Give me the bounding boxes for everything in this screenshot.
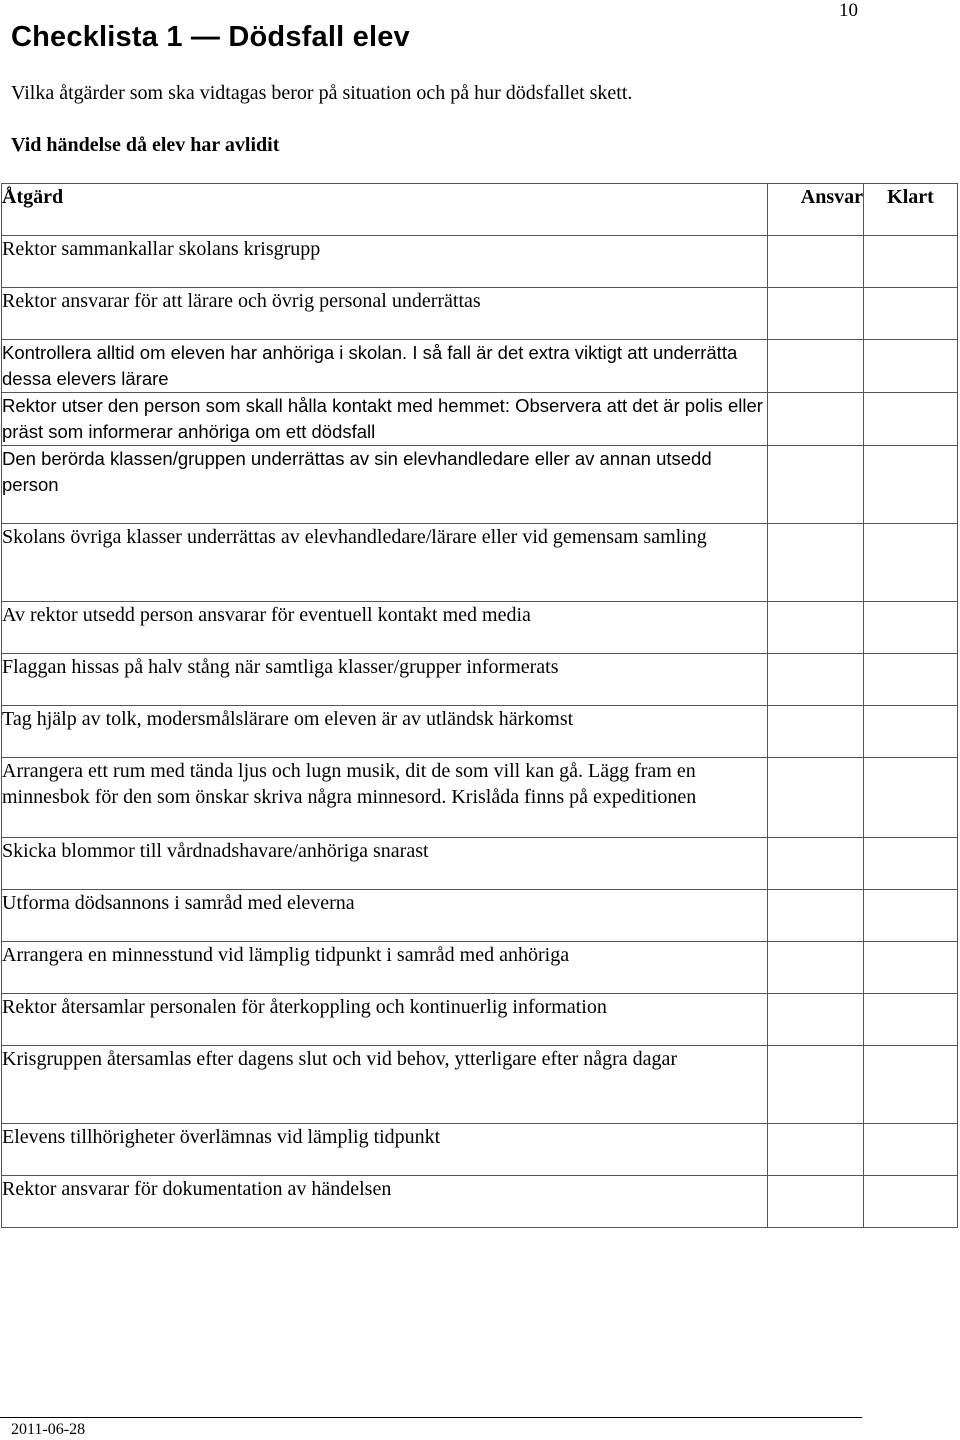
done-cell[interactable] xyxy=(864,706,958,758)
table-row xyxy=(2,890,958,942)
done-cell[interactable] xyxy=(864,942,958,994)
table-row xyxy=(2,236,958,288)
responsible-cell[interactable] xyxy=(768,1124,864,1176)
action-text: Kontrollera alltid om eleven har anhöriga i skolan. I så fall är det extra viktigt att underrätta dessa elevers lärare xyxy=(2,342,738,389)
action-text: Tag hjälp av tolk, modersmålslärare om eleven är av utländsk härkomst xyxy=(2,708,574,730)
responsible-cell[interactable] xyxy=(768,1176,864,1228)
action-text: Elevens tillhörigheter överlämnas vid lämplig tidpunkt xyxy=(2,1126,441,1148)
action-cell xyxy=(2,838,768,890)
action-text: Den berörda klassen/gruppen underrättas av sin elevhandledare eller av annan utsedd person xyxy=(2,448,712,495)
responsible-cell[interactable] xyxy=(768,838,864,890)
done-cell[interactable] xyxy=(864,1046,958,1124)
table-row xyxy=(2,602,958,654)
action-cell xyxy=(2,1124,768,1176)
action-text: Flaggan hissas på halv stång när samtliga klasser/grupper informerats xyxy=(2,656,559,678)
done-cell[interactable] xyxy=(864,393,958,446)
action-text: Rektor ansvarar för dokumentation av händelsen xyxy=(2,1178,392,1200)
table-row xyxy=(2,706,958,758)
action-text: Skicka blommor till vårdnadshavare/anhöriga snarast xyxy=(2,840,429,862)
action-cell xyxy=(2,393,768,446)
table-row xyxy=(2,1124,958,1176)
responsible-cell[interactable] xyxy=(768,602,864,654)
header-done: Klart xyxy=(864,184,958,236)
done-cell[interactable] xyxy=(864,288,958,340)
responsible-cell[interactable] xyxy=(768,524,864,602)
table-row xyxy=(2,446,958,524)
action-cell xyxy=(2,524,768,602)
action-cell xyxy=(2,890,768,942)
action-cell xyxy=(2,288,768,340)
action-cell xyxy=(2,340,768,393)
checklist-table xyxy=(1,183,958,1228)
done-cell[interactable] xyxy=(864,524,958,602)
done-cell[interactable] xyxy=(864,758,958,838)
action-cell xyxy=(2,236,768,288)
responsible-cell[interactable] xyxy=(768,994,864,1046)
done-cell[interactable] xyxy=(864,654,958,706)
page-title: Checklista 1 — Dödsfall elev xyxy=(11,21,410,53)
responsible-cell[interactable] xyxy=(768,393,864,446)
action-text: Krisgruppen återsamlas efter dagens slut och vid behov, ytterligare efter några dagar xyxy=(2,1048,678,1070)
table-row xyxy=(2,994,958,1046)
action-text: Rektor utser den person som skall hålla kontakt med hemmet: Observera att det är polis eller präst som informerar anhöriga om ett dödsfall xyxy=(2,395,763,442)
action-text: Rektor sammankallar skolans krisgrupp xyxy=(2,238,321,260)
action-cell xyxy=(2,602,768,654)
done-cell[interactable] xyxy=(864,340,958,393)
action-text: Av rektor utsedd person ansvarar för eventuell kontakt med media xyxy=(2,604,531,626)
action-cell xyxy=(2,1046,768,1124)
action-text: Rektor ansvarar för att lärare och övrig personal underrättas xyxy=(2,290,481,312)
done-cell[interactable] xyxy=(864,890,958,942)
table-row xyxy=(2,758,958,838)
action-cell xyxy=(2,994,768,1046)
table-row xyxy=(2,1046,958,1124)
done-cell[interactable] xyxy=(864,602,958,654)
table-row xyxy=(2,838,958,890)
action-text: Utforma dödsannons i samråd med eleverna xyxy=(2,892,355,914)
action-cell xyxy=(2,706,768,758)
action-text: Arrangera ett rum med tända ljus och lugn musik, dit de som vill kan gå. Lägg fram en minnesbok för den som önskar skriva några minnesord. Krislåda finns på expeditionen xyxy=(2,760,697,808)
action-cell xyxy=(2,1176,768,1228)
done-cell[interactable] xyxy=(864,994,958,1046)
table-row xyxy=(2,288,958,340)
action-text: Skolans övriga klasser underrättas av elevhandledare/lärare eller vid gemensam samling xyxy=(2,526,707,548)
table-row xyxy=(2,1176,958,1228)
action-cell xyxy=(2,654,768,706)
responsible-cell[interactable] xyxy=(768,1046,864,1124)
done-cell[interactable] xyxy=(864,1124,958,1176)
header-action: Åtgärd xyxy=(2,184,768,236)
footer-date: 2011-06-28 xyxy=(11,1421,86,1438)
done-cell[interactable] xyxy=(864,1176,958,1228)
header-responsible: Ansvar xyxy=(768,184,864,236)
responsible-cell[interactable] xyxy=(768,654,864,706)
responsible-cell[interactable] xyxy=(768,706,864,758)
page-number: 10 xyxy=(839,0,858,21)
responsible-cell[interactable] xyxy=(768,446,864,524)
section-heading: Vid händelse då elev har avlidit xyxy=(11,134,280,156)
responsible-cell[interactable] xyxy=(768,942,864,994)
action-cell xyxy=(2,942,768,994)
table-row xyxy=(2,654,958,706)
action-text: Rektor återsamlar personalen för återkoppling och kontinuerlig information xyxy=(2,996,607,1018)
footer-divider xyxy=(0,1417,862,1418)
done-cell[interactable] xyxy=(864,838,958,890)
responsible-cell[interactable] xyxy=(768,340,864,393)
intro-text: Vilka åtgärder som ska vidtagas beror på situation och på hur dödsfallet skett. xyxy=(11,82,633,104)
done-cell[interactable] xyxy=(864,446,958,524)
header-row xyxy=(2,184,958,236)
responsible-cell[interactable] xyxy=(768,758,864,838)
responsible-cell[interactable] xyxy=(768,890,864,942)
table-row xyxy=(2,340,958,393)
responsible-cell[interactable] xyxy=(768,236,864,288)
action-cell xyxy=(2,446,768,524)
responsible-cell[interactable] xyxy=(768,288,864,340)
done-cell[interactable] xyxy=(864,236,958,288)
table-row xyxy=(2,524,958,602)
table-row xyxy=(2,393,958,446)
action-cell xyxy=(2,758,768,838)
action-text: Arrangera en minnesstund vid lämplig tidpunkt i samråd med anhöriga xyxy=(2,944,570,966)
table-row xyxy=(2,942,958,994)
